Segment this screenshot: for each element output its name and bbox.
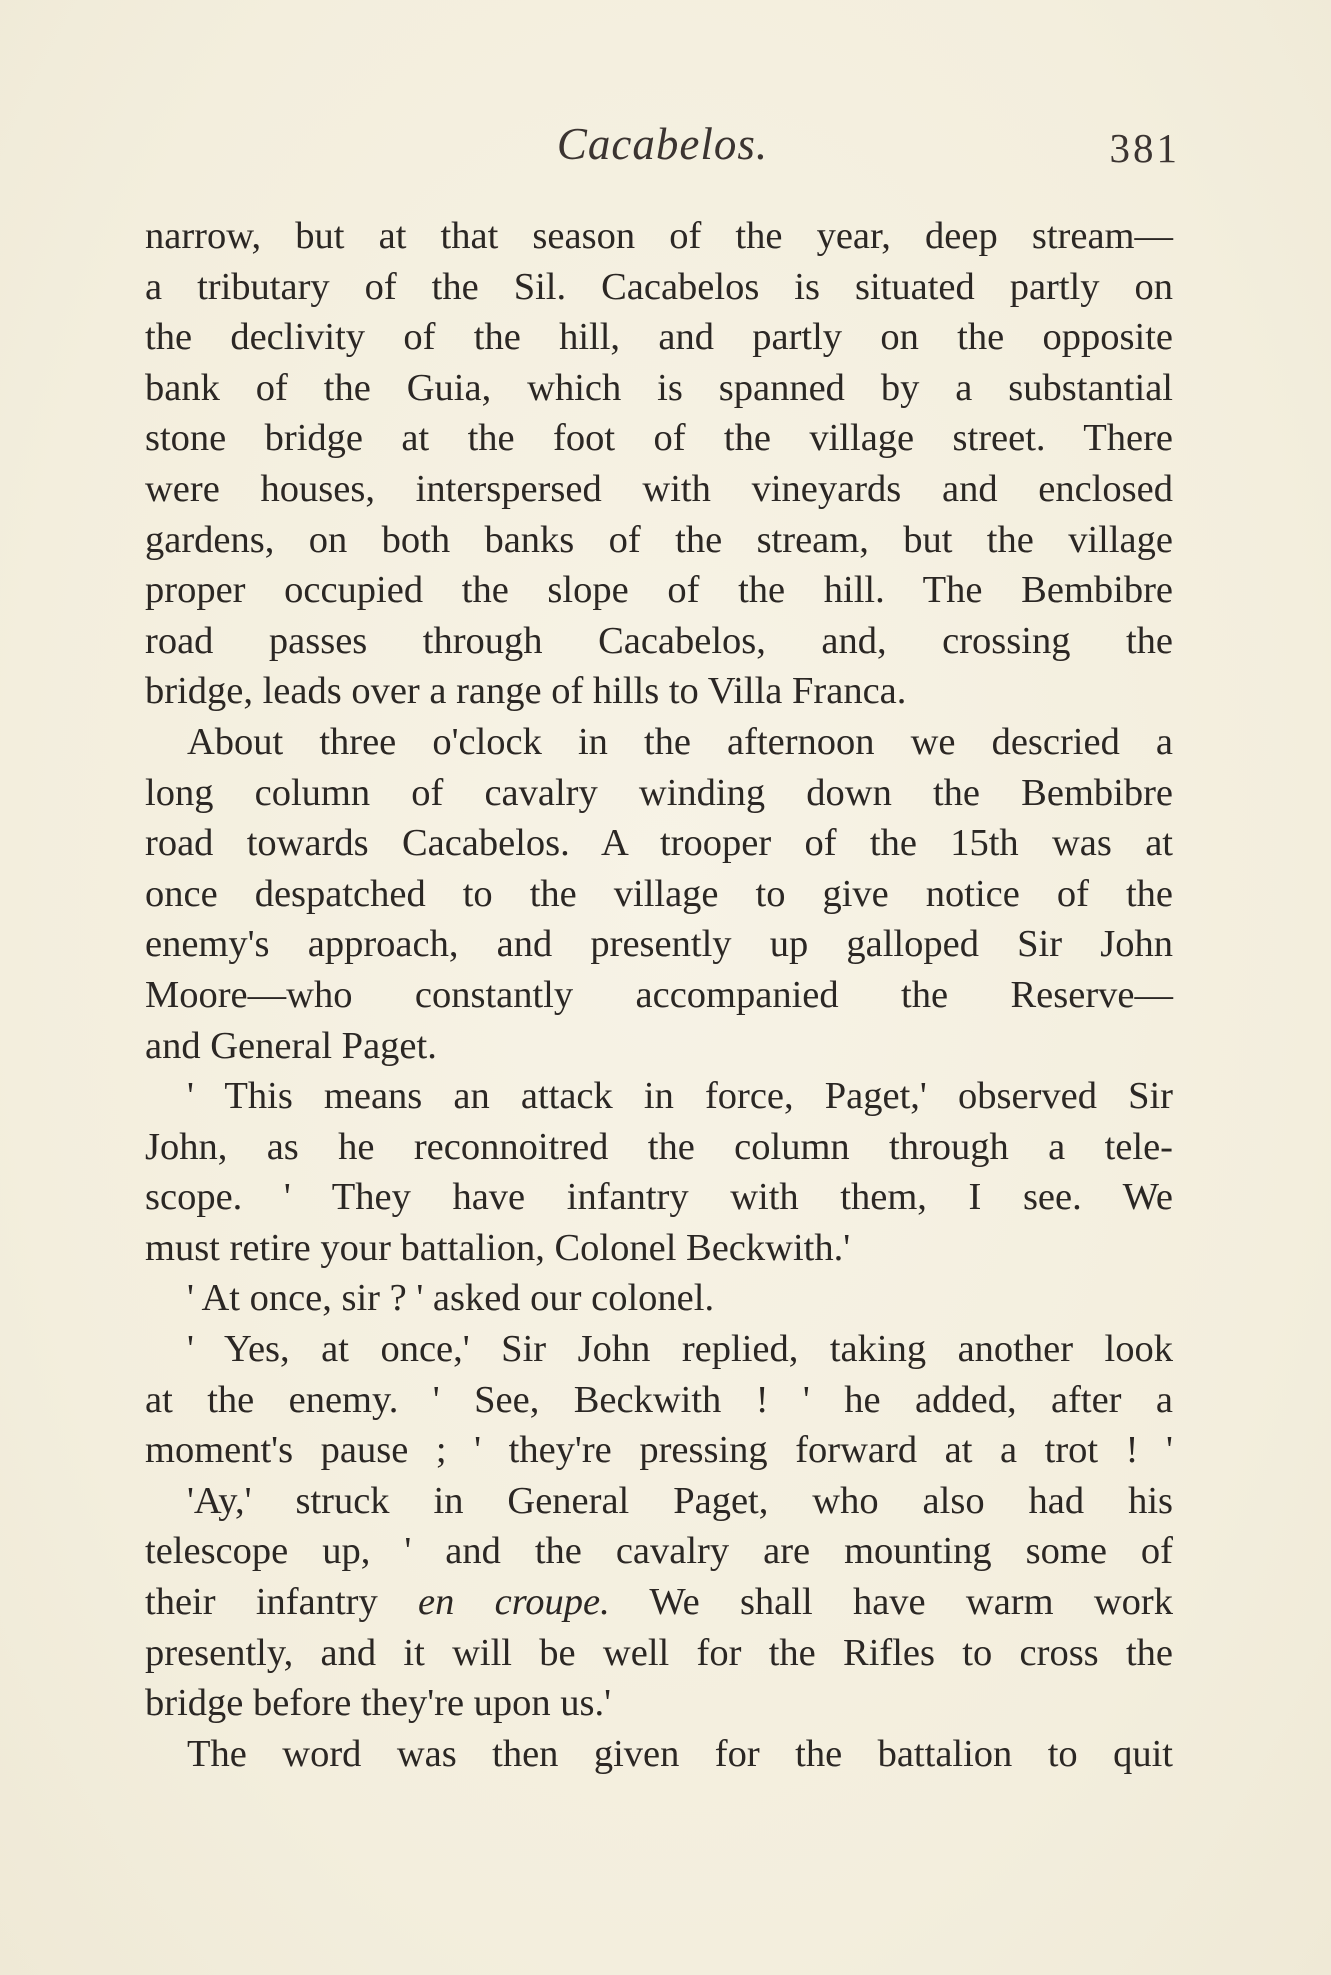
text-line: gardens, on both banks of the stream, but the village <box>145 518 1173 561</box>
text-line: road towards Cacabelos. A trooper of the 15th was at <box>145 822 1173 865</box>
text-line-with-italic <box>145 1577 1173 1628</box>
text-line: bridge before they're upon us.' <box>145 1682 612 1725</box>
text-line: once despatched to the village to give notice of the <box>145 872 1173 915</box>
running-title: Cacabelos. <box>556 119 769 169</box>
text-segment: their infantry <box>145 1581 418 1624</box>
italic-phrase: en croupe. <box>418 1581 610 1624</box>
page-number: 381 <box>1109 125 1180 171</box>
text-line: telescope up, ' and the cavalry are mounting some of <box>145 1530 1173 1573</box>
running-head <box>145 118 1180 178</box>
paragraph-first-line: ' Yes, at once,' Sir John replied, taking another look <box>187 1328 1173 1371</box>
text-line: stone bridge at the foot of the village street. There <box>145 417 1173 460</box>
text-line: proper occupied the slope of the hill. The Bembibre <box>145 569 1173 612</box>
text-line: at the enemy. ' See, Beckwith ! ' he added, after a <box>145 1378 1173 1421</box>
text-line: road passes through Cacabelos, and, crossing the <box>145 619 1173 662</box>
text-line: narrow, but at that season of the year, deep stream— <box>145 215 1173 257</box>
paragraph-first-line: ' At once, sir ? ' asked our colonel. <box>187 1277 715 1320</box>
paragraph-first-line: 'Ay,' struck in General Paget, who also had his <box>187 1479 1173 1522</box>
text-line: must retire your battalion, Colonel Beckwith.' <box>145 1226 851 1269</box>
text-line: a tributary of the Sil. Cacabelos is situated partly on <box>145 265 1173 308</box>
text-line: enemy's approach, and presently up galloped Sir John <box>145 923 1173 966</box>
text-segment: We shall have warm work <box>609 1581 1173 1624</box>
text-line: the declivity of the hill, and partly on the opposite <box>145 316 1173 359</box>
text-line: Moore—who constantly accompanied the Reserve— <box>145 973 1173 1016</box>
text-line: bridge, leads over a range of hills to Villa Franca. <box>145 670 907 713</box>
text-line: presently, and it will be well for the Rifles to cross the <box>145 1631 1173 1674</box>
paragraph-first-line: About three o'clock in the afternoon we descried a <box>187 720 1173 763</box>
paragraph-first-line: The word was then given for the battalion to quit <box>187 1732 1173 1775</box>
body-text <box>145 211 1173 1779</box>
text-line: John, as he reconnoitred the column through a tele- <box>145 1125 1173 1168</box>
text-line: moment's pause ; ' they're pressing forward at a trot ! ' <box>145 1429 1173 1472</box>
text-line: were houses, interspersed with vineyards and enclosed <box>145 467 1173 510</box>
text-line: and General Paget. <box>145 1024 437 1067</box>
text-line: bank of the Guia, which is spanned by a substantial <box>145 366 1173 409</box>
text-line: scope. ' They have infantry with them, I see. We <box>145 1176 1173 1219</box>
paragraph-first-line: ' This means an attack in force, Paget,' observed Sir <box>187 1075 1173 1118</box>
text-line: long column of cavalry winding down the Bembibre <box>145 771 1173 814</box>
